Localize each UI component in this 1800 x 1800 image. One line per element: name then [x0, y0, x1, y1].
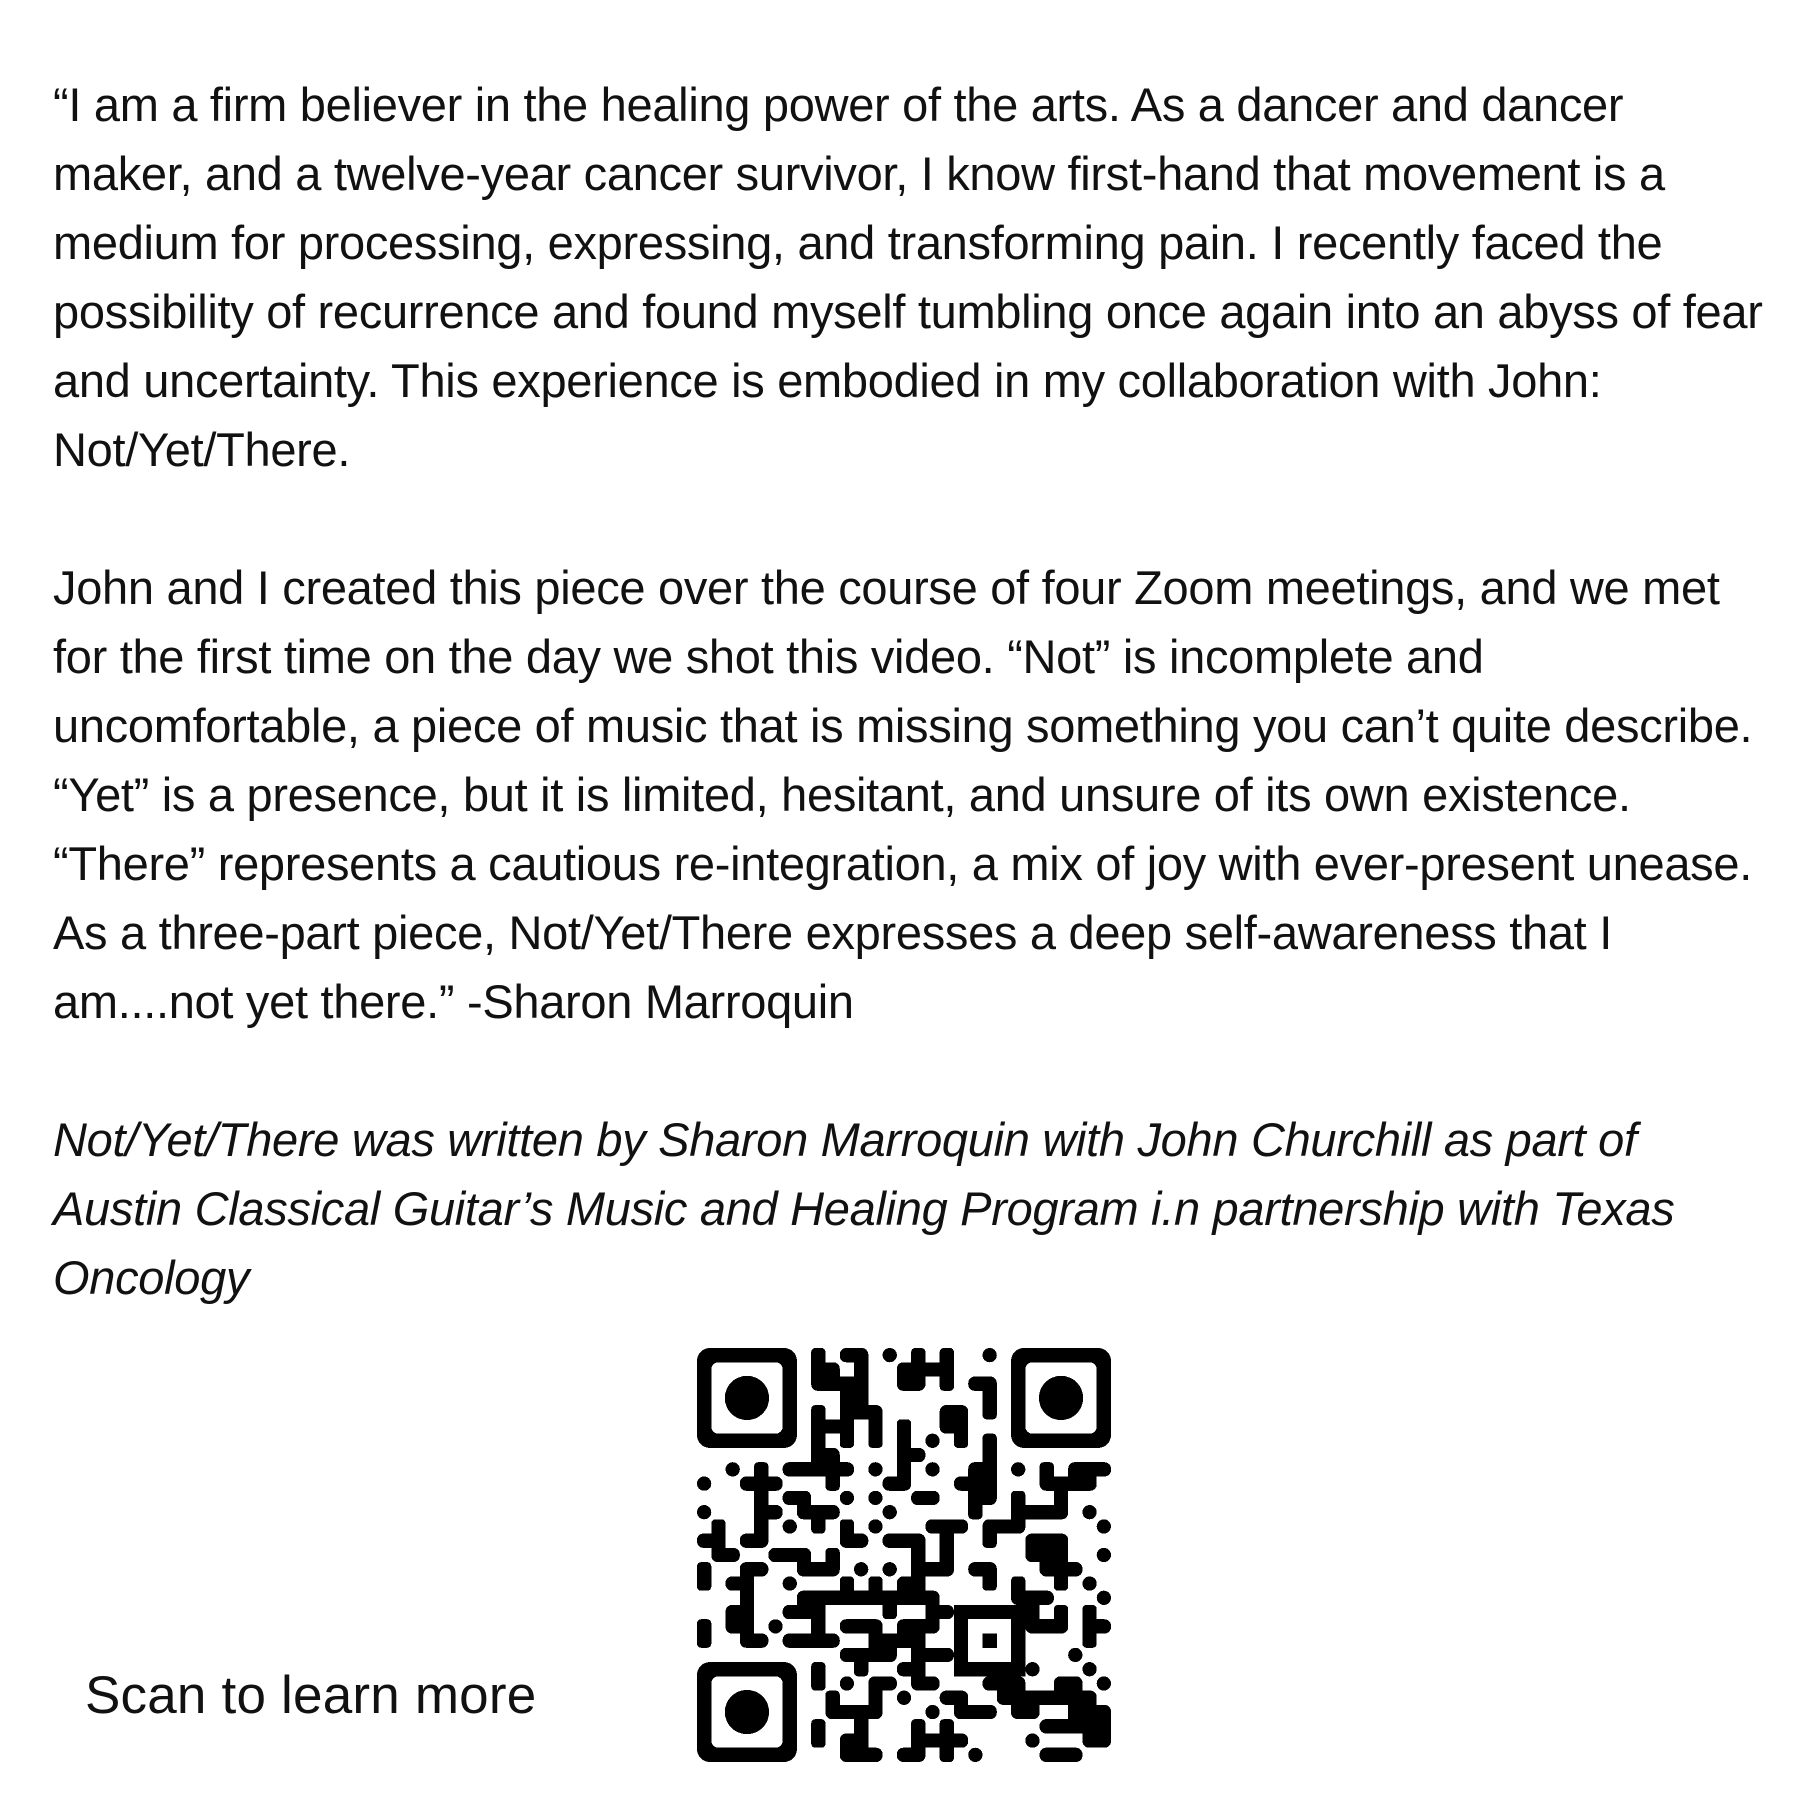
quote-paragraph-2: John and I created this piece over the course of four Zoom meetings, and we met for the first time on the day we shot this video. “Not” is incomplete and uncomfortable, a piece of music that is missing something you can’t quite describe. “Yet” is a presence, but it is limited, hesitant, and unsure of its own existence. “There” represents a cautious re-integration, a mix of joy with ever-present unease. As a three-part piece, Not/Yet/There expresses a deep self-awareness that I am....not yet there.” -Sharon Marroquin	[53, 561, 1753, 1028]
credit-paragraph: Not/Yet/There was written by Sharon Marroquin with John Churchill as part of Austin Classical Guitar’s Music and Healing Program i.n partnership with Texas Oncology	[53, 1113, 1675, 1304]
qr-code[interactable]	[697, 1348, 1111, 1762]
scan-label: Scan to learn more	[85, 1666, 537, 1725]
quote-paragraph-1: “I am a firm believer in the healing power of the arts. As a dancer and dancer maker, and a twelve-year cancer survivor, I know first-hand that movement is a medium for processing, expressing, and transforming pain. I recently faced the possibility of recurrence and found myself tumbling once again into an abyss of fear and uncertainty. This experience is embodied in my collaboration with John: Not/Yet/There.	[53, 78, 1763, 476]
qr-code-icon	[697, 1348, 1111, 1762]
statement-text	[53, 70, 1768, 1312]
